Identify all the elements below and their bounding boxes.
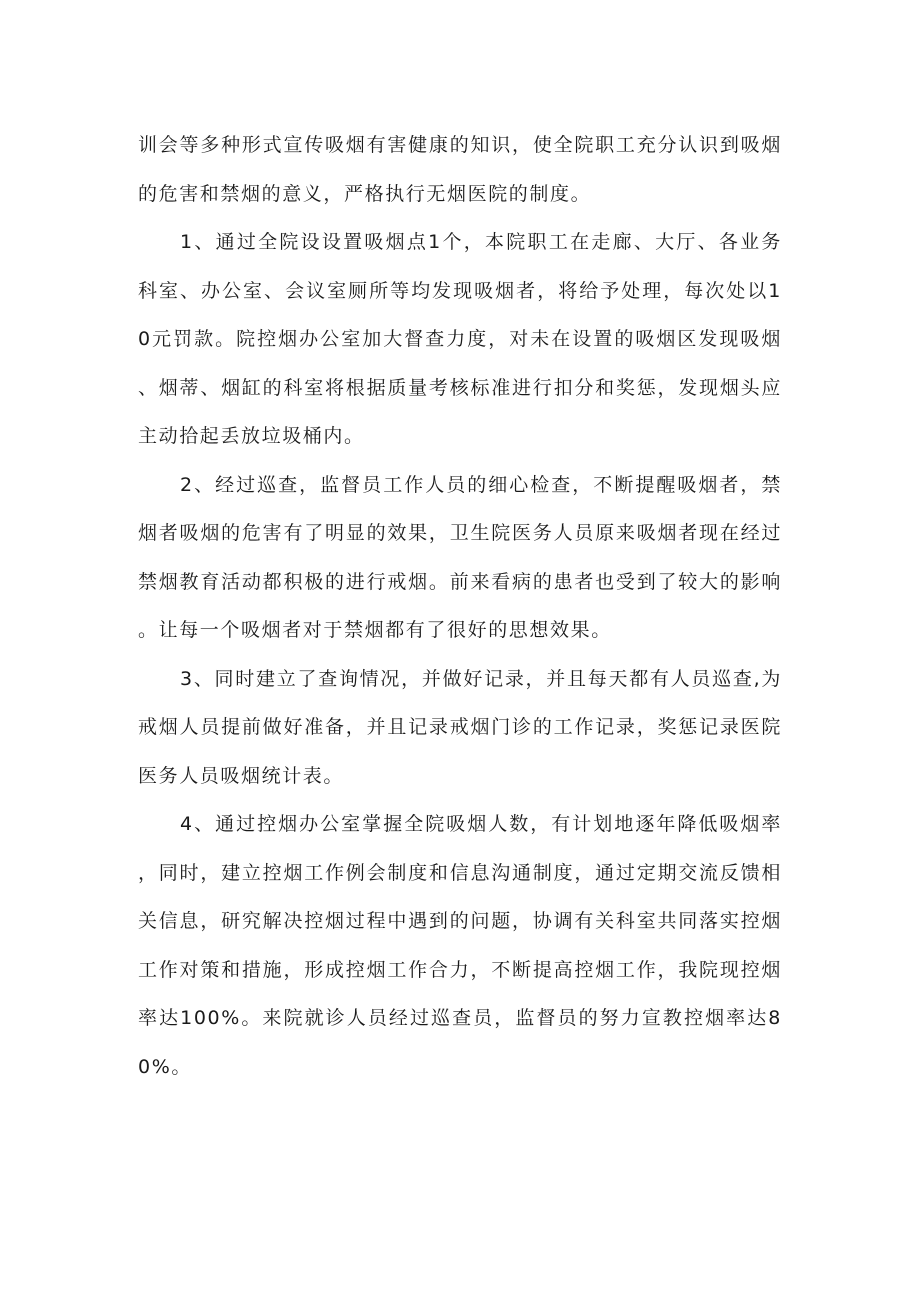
paragraph-item-4: 4、通过控烟办公室掌握全院吸烟人数，有计划地逐年降低吸烟率，同时，建立控烟工作例会制度和信息沟通制度，通过定期交流反馈相关信息，研究解决控烟过程中遇到的问题，协调有关科室共同落实控烟工作对策和措施，形成控烟工作合力，不断提高控烟工作，我院现控烟率达100%。来院就诊人员经过巡查员，监督员的努力宣教控烟率达80%。 xyxy=(138,813,782,1078)
document-body xyxy=(138,121,782,1091)
paragraph-item-2: 2、经过巡查，监督员工作人员的细心检查，不断提醒吸烟者，禁烟者吸烟的危害有了明显的效果，卫生院医务人员原来吸烟者现在经过禁烟教育活动都积极的进行戒烟。前来看病的患者也受到了较大的影响。让每一个吸烟者对于禁烟都有了很好的思想效果。 xyxy=(138,473,782,641)
paragraph-item-3: 3、同时建立了查询情况，并做好记录，并且每天都有人员巡查,为戒烟人员提前做好准备，并且记录戒烟门诊的工作记录，奖惩记录医院医务人员吸烟统计表。 xyxy=(138,667,782,787)
paragraph-item-1: 1、通过全院设设置吸烟点1个，本院职工在走廊、大厅、各业务科室、办公室、会议室厕所等均发现吸烟者，将给予处理，每次处以10元罚款。院控烟办公室加大督查力度，对未在设置的吸烟区发现吸烟、烟蒂、烟缸的科室将根据质量考核标准进行扣分和奖惩，发现烟头应主动拾起丢放垃圾桶内。 xyxy=(138,231,782,447)
paragraph-intro: 训会等多种形式宣传吸烟有害健康的知识，使全院职工充分认识到吸烟的危害和禁烟的意义，严格执行无烟医院的制度。 xyxy=(138,134,782,205)
